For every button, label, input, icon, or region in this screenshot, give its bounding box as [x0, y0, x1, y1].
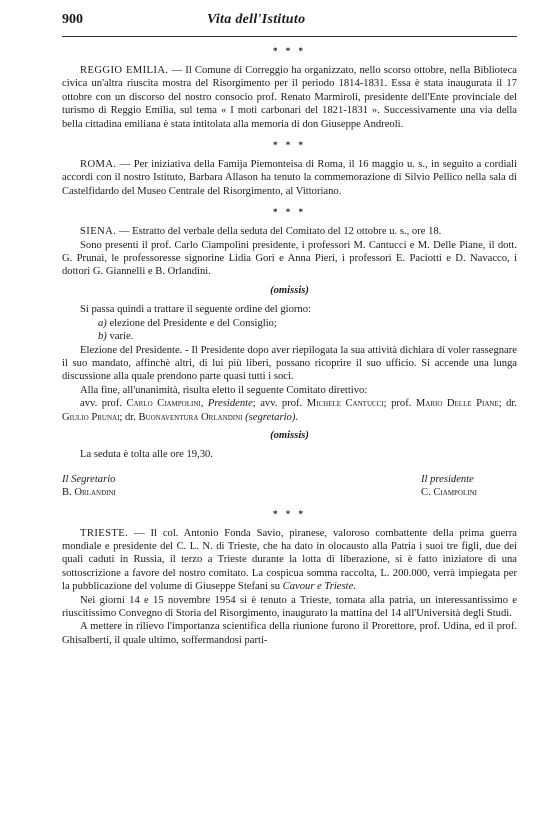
committee-text: ; dr.: [498, 398, 518, 410]
secretary-signature: [62, 473, 116, 500]
list-text: varie.: [106, 331, 134, 343]
siena-present-paragraph: Sono presenti il prof. Carlo Ciampolini presidente, i professori M. Cantucci e M. Delle Piane, il dott. G. Prunai, le professoresse signorine Lidia Gori e Anna Pieri, i professori E. Paciotti e D. Navacco, i dottori G. Giannelli e B. Orlandini.: [62, 239, 517, 278]
committee-text: avv. prof.: [80, 398, 123, 410]
signatures-block: [62, 473, 517, 500]
omissis-note: (omissis): [270, 284, 309, 296]
agenda-intro: Si passa quindi a trattare il seguente ordine del giorno:: [80, 304, 311, 316]
running-title: Vita dell'Istituto: [207, 12, 306, 27]
list-text: elezione del Presidente e del Consiglio;: [106, 317, 277, 329]
committee-text: ; avv. prof.: [252, 398, 303, 410]
president-name: C. Ciampolini: [421, 487, 477, 499]
result-paragraph: Alla fine, all'unanimità, risulta eletto il seguente Comitato direttivo:: [80, 384, 368, 396]
member-name: Carlo Ciampolini: [126, 398, 201, 410]
secretary-label: Il Segretario: [62, 473, 116, 485]
place-name: ROMA.: [80, 159, 117, 171]
paragraph-text: — Per iniziativa della Famija Piemonteisa di Roma, il 16 maggio u. s., in seguito a cordiali accordi con il nostro Istituto, Barbara Allason ha tenuto la commemorazione di Silvio Pellico nella sala di Castelfidardo del Museo Centrale del Risorgimento, al Vittoriano.: [62, 159, 517, 197]
list-letter: a): [98, 317, 107, 329]
place-name: SIENA.: [80, 226, 117, 238]
member-role: (segretario): [245, 411, 296, 423]
committee-text: ; prof.: [383, 398, 412, 410]
reggio-emilia-paragraph: [62, 64, 517, 131]
section-separator: * * *: [273, 508, 306, 519]
trieste-convegno-paragraph: Nei giorni 14 e 15 novembre 1954 si è tenuto a Trieste, tornata alla patria, un interessantissimo e riuscitissimo Convegno di Storia del Risorgimento, inaugurato la mattina del 14 all'Università degli Studi.: [62, 594, 517, 619]
section-separator: * * *: [273, 140, 306, 151]
siena-intro-paragraph: [62, 225, 517, 238]
committee-text: .: [295, 411, 299, 423]
paragraph-text: — Estratto del verbale della seduta del Comitato del 12 ottobre u. s., ore 18.: [116, 226, 442, 238]
president-signature: [421, 473, 517, 500]
president-label: Il presidente: [421, 473, 474, 485]
paragraph-text: — Il col. Antonio Fonda Savio, piranese, valoroso combattente della prima guerra mondiale e presidente del C. L. N. di Trieste, che ha dato in olocausto alla Patria i suoi tre figli, due dei quali caduti in Russia, il terzo a Trieste durante la lotta di liberazione, si è fatto iniziatore di una sottoscrizione a favore del nostro comitato. La cospicua somma raccolta, L. 200.000, verrà impiegata per la pubblicazione del volume di Giuseppe Stefani su: [62, 527, 517, 593]
omissis-note: (omissis): [270, 429, 309, 441]
trieste-paragraph: [62, 527, 517, 594]
trieste-continuation-paragraph: A mettere in rilievo l'importanza scientifica della riunione furono il Prorettore, prof. Udina, ed il prof. Ghisalberti, il quale ultimo, soffermandosi parti-: [62, 621, 517, 646]
paragraph-text: — Il Comune di Correggio ha organizzato, nello scorso ottobre, nella Biblioteca civica un'altra riuscita mostra del Risorgimento per il periodo 1814-1831. Essa è stata inaugurata il 17 ottobre con un discorso del nostro consocio prof. Renato Marmiroli, presidente dell'Ente provinciale del turismo di Reggio Emilia, sul tema « I moti carbonari del 1821-1831 ». Successivamente una via della bella cittadina emiliana è stata intitolata alla memoria di don Giuseppe Andreoli.: [62, 65, 518, 130]
place-name: REGGIO EMILIA.: [80, 65, 169, 76]
secretary-name: B. Orlandini: [62, 487, 116, 499]
section-separator: * * *: [273, 207, 306, 218]
member-name: Mario Delle Piane: [415, 398, 499, 410]
committee-text: ; dr.: [119, 411, 136, 423]
section-separator: * * *: [273, 46, 306, 56]
agenda-item-b: [62, 330, 517, 343]
member-name: Michele Cantucci: [306, 398, 384, 410]
document-page: [62, 12, 517, 647]
committee-paragraph: avv. prof. Carlo Ciampolini, Presidente; avv. prof. Michele Cantucci; prof. Mario Delle Piane; dr. Giulio Prunai; dr. Buonaventura Orlandini (segretario).: [62, 398, 518, 423]
place-name: TRIESTE.: [80, 527, 129, 539]
page-number: 900: [62, 12, 83, 27]
agenda-item-a: [62, 317, 517, 330]
running-head: [62, 12, 517, 37]
closing-line: La seduta è tolta alle ore 19,30.: [80, 449, 213, 461]
roma-paragraph: [62, 158, 517, 198]
election-paragraph: Elezione del Presidente. - Il Presidente dopo aver riepilogata la sua attività dichiara di voler rassegnare il suo mandato, affinchè altri, di lui più liberi, possano ricoprire il suo ufficio. Si accende una lunga discussione alla quale prendono parte quasi tutti i soci.: [62, 344, 517, 383]
paragraph-text: .: [353, 581, 356, 593]
member-name: Giulio Prunai: [62, 411, 120, 423]
list-letter: b): [98, 331, 107, 343]
member-name: Buonaventura Orlandini: [138, 411, 243, 423]
member-role: Presidente: [207, 398, 253, 410]
book-title: Cavour e Trieste: [282, 581, 354, 593]
